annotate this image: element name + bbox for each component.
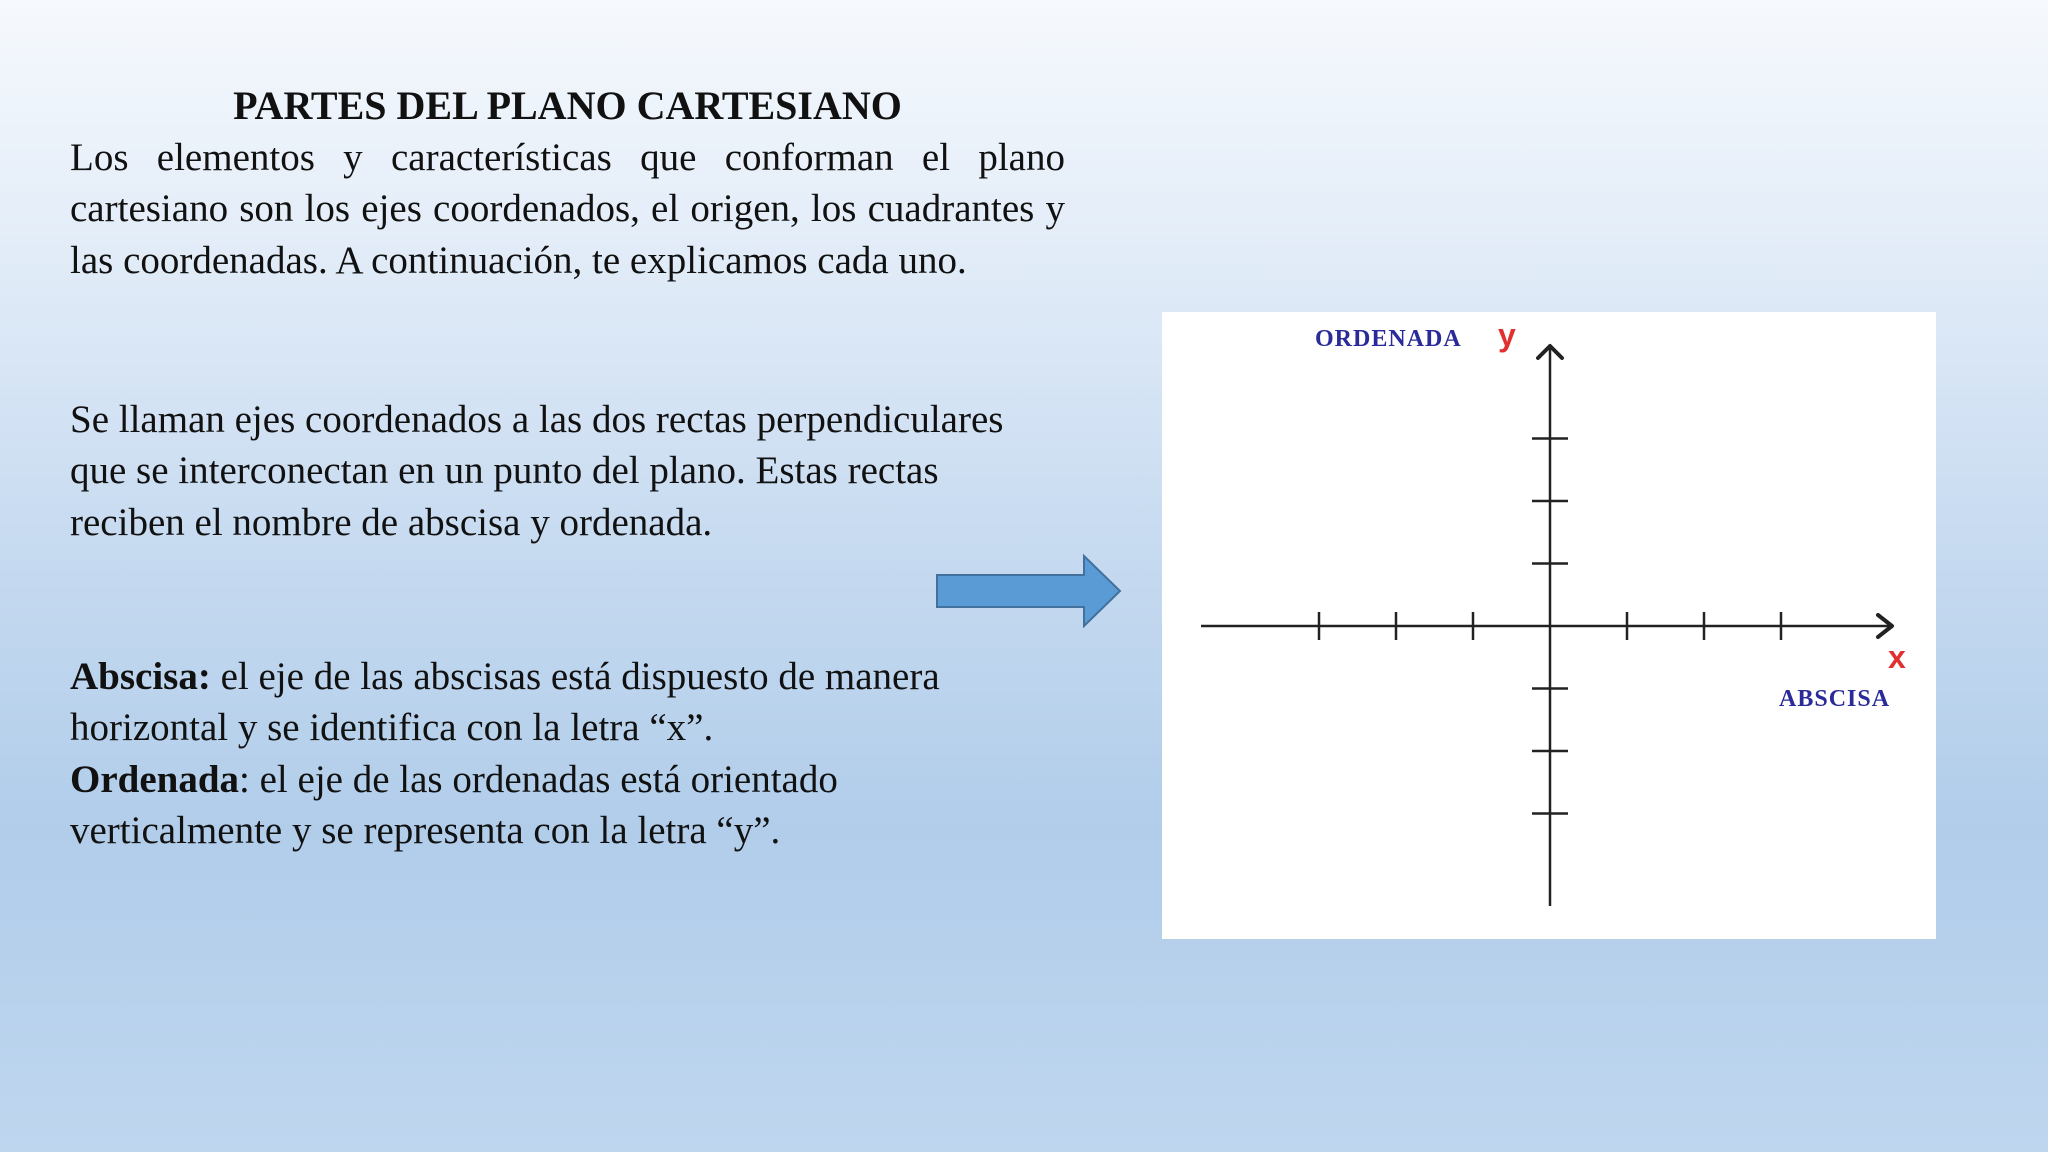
intro-paragraph: Los elementos y características que conforman el plano cartesiano son los ejes coordenados, el origen, los cuadrantes y las coordenadas. A continuación, te explicamos cada uno. (70, 136, 1065, 282)
ordenada-definition (70, 754, 1050, 857)
ejes-paragraph: Se llaman ejes coordenados a las dos rectas perpendiculares que se interconectan en un punto del plano. Estas rectas reciben el nombre de abscisa y ordenada. (70, 398, 1004, 544)
cartesian-plane (1162, 312, 1936, 939)
y-axis-letter: y (1498, 317, 1516, 353)
abscisa-text: el eje de las abscisas está dispuesto de manera horizontal y se identifica con la letra “x”. (70, 655, 940, 750)
slide-title: PARTES DEL PLANO CARTESIANO (233, 83, 902, 128)
cartesian-plane-figure (1162, 312, 1936, 939)
y-axis-name: ORDENADA (1315, 326, 1462, 352)
right-arrow-icon (934, 553, 1124, 629)
arrow-shape (937, 556, 1120, 626)
ordenada-term: Ordenada (70, 757, 240, 801)
x-axis-name: ABSCISA (1779, 686, 1891, 712)
ordenada-text: : el eje de las ordenadas está orientado verticalmente y se representa con la letra “y”. (70, 757, 838, 852)
definitions (70, 651, 1050, 856)
axes (1201, 346, 1892, 906)
x-axis-letter: x (1888, 639, 1906, 675)
abscisa-definition (70, 651, 1050, 754)
abscisa-term: Abscisa: (70, 655, 211, 698)
